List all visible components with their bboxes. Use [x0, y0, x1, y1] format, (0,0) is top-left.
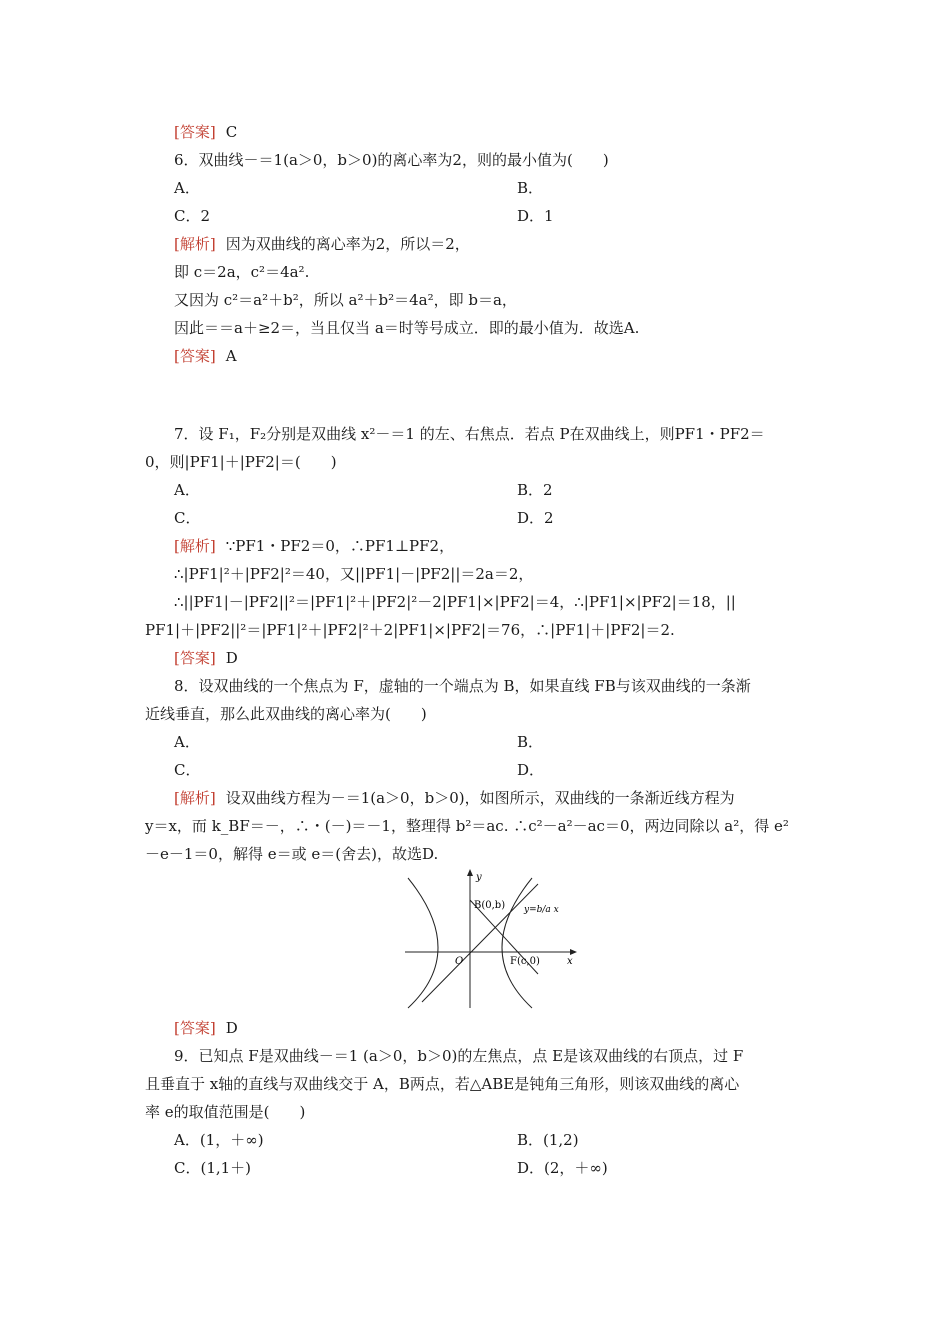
- q8-option-c: C．: [174, 761, 201, 779]
- q6-option-b: B．: [517, 179, 544, 197]
- answer-value: D: [225, 649, 238, 667]
- q9-option-d: D．(2，＋∞): [517, 1159, 608, 1177]
- q9-option-a: A．(1，＋∞): [174, 1131, 264, 1149]
- q6-solution-1: [174, 234, 470, 254]
- label-point-f: F(c,0): [510, 956, 540, 967]
- q8-option-b: B．: [517, 733, 544, 751]
- q8-stem-1: 8．设双曲线的一个焦点为 F，虚轴的一个端点为 B，如果直线 FB与该双曲线的一条渐: [174, 677, 751, 695]
- q7-stem-1: 7．设 F₁，F₂分别是双曲线 x²－＝1 的左、右焦点．若点 P在双曲线上，则PF1・PF2＝: [174, 425, 765, 443]
- label-y: y: [476, 872, 482, 883]
- q6-solution-3: 又因为 c²＝a²＋b²，所以 a²＋b²＝4a²，即 b＝a，: [174, 291, 517, 309]
- q6-answer: [174, 346, 237, 366]
- q6-solution-2: 即 c＝2a，c²＝4a².: [174, 263, 310, 281]
- answer-value: A: [225, 347, 237, 365]
- x-axis-arrow: [570, 949, 577, 955]
- q7-solution-4: PF1|＋|PF2||²＝|PF1|²＋|PF2|²＋2|PF1|×|PF2|＝76，∴|PF1|＋|PF2|＝2.: [145, 621, 675, 639]
- y-axis-arrow: [467, 869, 473, 876]
- q8-stem-2: 近线垂直，那么此双曲线的离心率为( ): [145, 705, 427, 723]
- q7-solution-2: ∴|PF1|²＋|PF2|²＝40，又||PF1|－|PF2||＝2a＝2，: [174, 565, 534, 583]
- answer-value: D: [225, 1019, 238, 1037]
- q7-option-b: B．2: [517, 481, 553, 499]
- q7-solution-1: [174, 536, 454, 556]
- label-point-b: B(0,b): [474, 900, 506, 911]
- q9-option-c: C．(1,1＋): [174, 1159, 252, 1177]
- solution-text: 设双曲线方程为－＝1(a＞0，b＞0)，如图所示，双曲线的一条渐近线方程为: [225, 789, 735, 807]
- hyperbola-left-branch: [408, 878, 438, 1008]
- answer-value: C: [225, 123, 238, 141]
- answer-tag: [答案]: [174, 1019, 216, 1037]
- q8-option-d: D．: [517, 761, 545, 779]
- q6-option-a: A．: [174, 179, 200, 197]
- solution-text: ∵PF1・PF2＝0，∴PF1⊥PF2，: [225, 537, 455, 555]
- answer-tag: [答案]: [174, 123, 216, 141]
- hyperbola-figure: [400, 866, 580, 1011]
- answer-tag: [答案]: [174, 347, 216, 365]
- solution-tag: [解析]: [174, 789, 216, 807]
- q8-answer: [174, 1018, 238, 1038]
- hyperbola-right-branch: [502, 878, 532, 1008]
- q9-option-b: B．(1,2): [517, 1131, 579, 1149]
- solution-text: 因为双曲线的离心率为2，所以＝2，: [225, 235, 470, 253]
- answer-tag: [答案]: [174, 649, 216, 667]
- q6-stem: 6．双曲线－＝1(a＞0，b＞0)的离心率为2，则的最小值为( ): [174, 151, 609, 169]
- solution-tag: [解析]: [174, 537, 216, 555]
- q8-solution-1: [174, 788, 735, 808]
- label-origin: O: [455, 956, 464, 967]
- q8-solution-2: y＝x，而 k_BF＝－，∴・(－)＝－1，整理得 b²＝ac. ∴c²－a²－ac＝0，两边同除以 a²，得 e²: [145, 817, 789, 835]
- q6-option-c: C．2: [174, 207, 211, 225]
- answer-line-q5: [174, 122, 237, 142]
- label-asymptote: y=b/a x: [524, 905, 559, 915]
- q8-solution-3: －e－1＝0，解得 e＝或 e＝(舍去)，故选D.: [145, 845, 439, 863]
- solution-tag: [解析]: [174, 235, 216, 253]
- q8-option-a: A．: [174, 733, 200, 751]
- q6-option-d: D．1: [517, 207, 554, 225]
- q7-answer: [174, 648, 238, 668]
- q7-option-d: D．2: [517, 509, 554, 527]
- q7-stem-2: 0，则|PF1|＋|PF2|＝( ): [145, 453, 337, 471]
- label-x: x: [567, 956, 573, 967]
- q6-solution-4: 因此＝＝a＋≥2＝，当且仅当 a＝时等号成立．即的最小值为．故选A.: [174, 319, 640, 337]
- q9-stem-1: 9．已知点 F是双曲线－＝1 (a＞0，b＞0)的左焦点，点 E是该双曲线的右顶点，过 F: [174, 1047, 744, 1065]
- q7-option-c: C．: [174, 509, 201, 527]
- q9-stem-3: 率 e的取值范围是( ): [145, 1103, 306, 1121]
- q7-option-a: A．: [174, 481, 200, 499]
- q9-stem-2: 且垂直于 x轴的直线与双曲线交于 A，B两点，若△ABE是钝角三角形，则该双曲线的离心: [145, 1075, 740, 1093]
- q7-solution-3: ∴||PF1|－|PF2||²＝|PF1|²＋|PF2|²－2|PF1|×|PF2|＝4，∴|PF1|×|PF2|＝18，||: [174, 593, 736, 611]
